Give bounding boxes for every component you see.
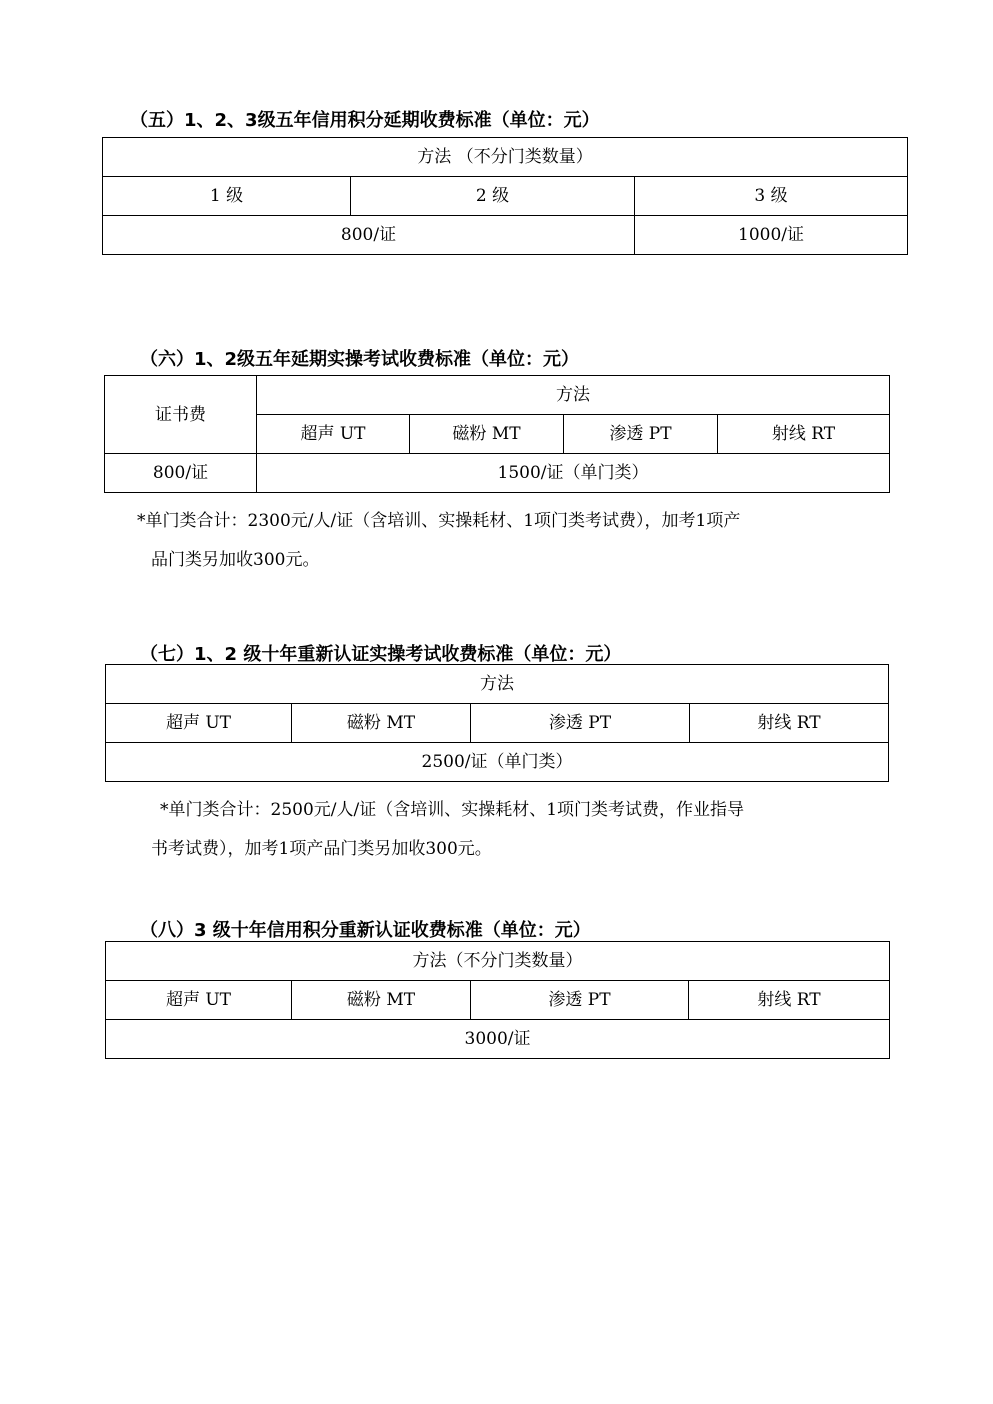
method-header: 方法（不分门类数量） — [106, 942, 890, 981]
section6-note-line1: *单门类合计：2300元/人/证（含培训、实操耗材、1项门类考试费），加考1项产 — [137, 511, 741, 531]
method-rt: 射线 RT — [689, 981, 890, 1020]
method-mt: 磁粉 MT — [410, 415, 564, 454]
method-fee-value: 1500/证（单门类） — [257, 454, 890, 493]
section7-note-line1: *单门类合计：2500元/人/证（含培训、实操耗材、1项门类考试费，作业指导 — [160, 800, 745, 820]
section5-fee-table — [102, 137, 908, 255]
method-ut: 超声 UT — [257, 415, 410, 454]
method-ut: 超声 UT — [106, 981, 292, 1020]
section6-heading: （六）1、2级五年延期实操考试收费标准（单位：元） — [140, 349, 580, 370]
cert-fee-value: 800/证 — [105, 454, 257, 493]
method-mt: 磁粉 MT — [292, 704, 471, 743]
level-3-cell: 3 级 — [635, 177, 908, 216]
method-header: 方法 （不分门类数量） — [103, 138, 908, 177]
section8-heading: （八）3 级十年信用积分重新认证收费标准（单位：元） — [140, 920, 591, 941]
section7-note-line2: 书考试费），加考1项产品门类另加收300元。 — [151, 839, 492, 859]
cert-fee-label: 证书费 — [105, 376, 257, 454]
method-pt: 渗透 PT — [471, 704, 690, 743]
section7-fee-table — [105, 664, 889, 782]
section8-fee-table — [105, 941, 890, 1059]
section6-fee-table — [104, 375, 890, 493]
method-pt: 渗透 PT — [564, 415, 718, 454]
method-mt: 磁粉 MT — [292, 981, 471, 1020]
fee-level12-cell: 800/证 — [103, 216, 635, 255]
section5-heading: （五）1、2、3级五年信用积分延期收费标准（单位：元） — [130, 110, 600, 131]
method-header: 方法 — [257, 376, 890, 415]
method-rt: 射线 RT — [718, 415, 890, 454]
section6-note-line2: 品门类另加收300元。 — [151, 550, 320, 570]
level-1-cell: 1 级 — [103, 177, 351, 216]
fee-value: 2500/证（单门类） — [106, 743, 889, 782]
section7-heading: （七）1、2 级十年重新认证实操考试收费标准（单位：元） — [140, 644, 622, 665]
method-rt: 射线 RT — [690, 704, 889, 743]
method-header: 方法 — [106, 665, 889, 704]
method-pt: 渗透 PT — [471, 981, 689, 1020]
fee-level3-cell: 1000/证 — [635, 216, 908, 255]
fee-value: 3000/证 — [106, 1020, 890, 1059]
level-2-cell: 2 级 — [351, 177, 635, 216]
method-ut: 超声 UT — [106, 704, 292, 743]
